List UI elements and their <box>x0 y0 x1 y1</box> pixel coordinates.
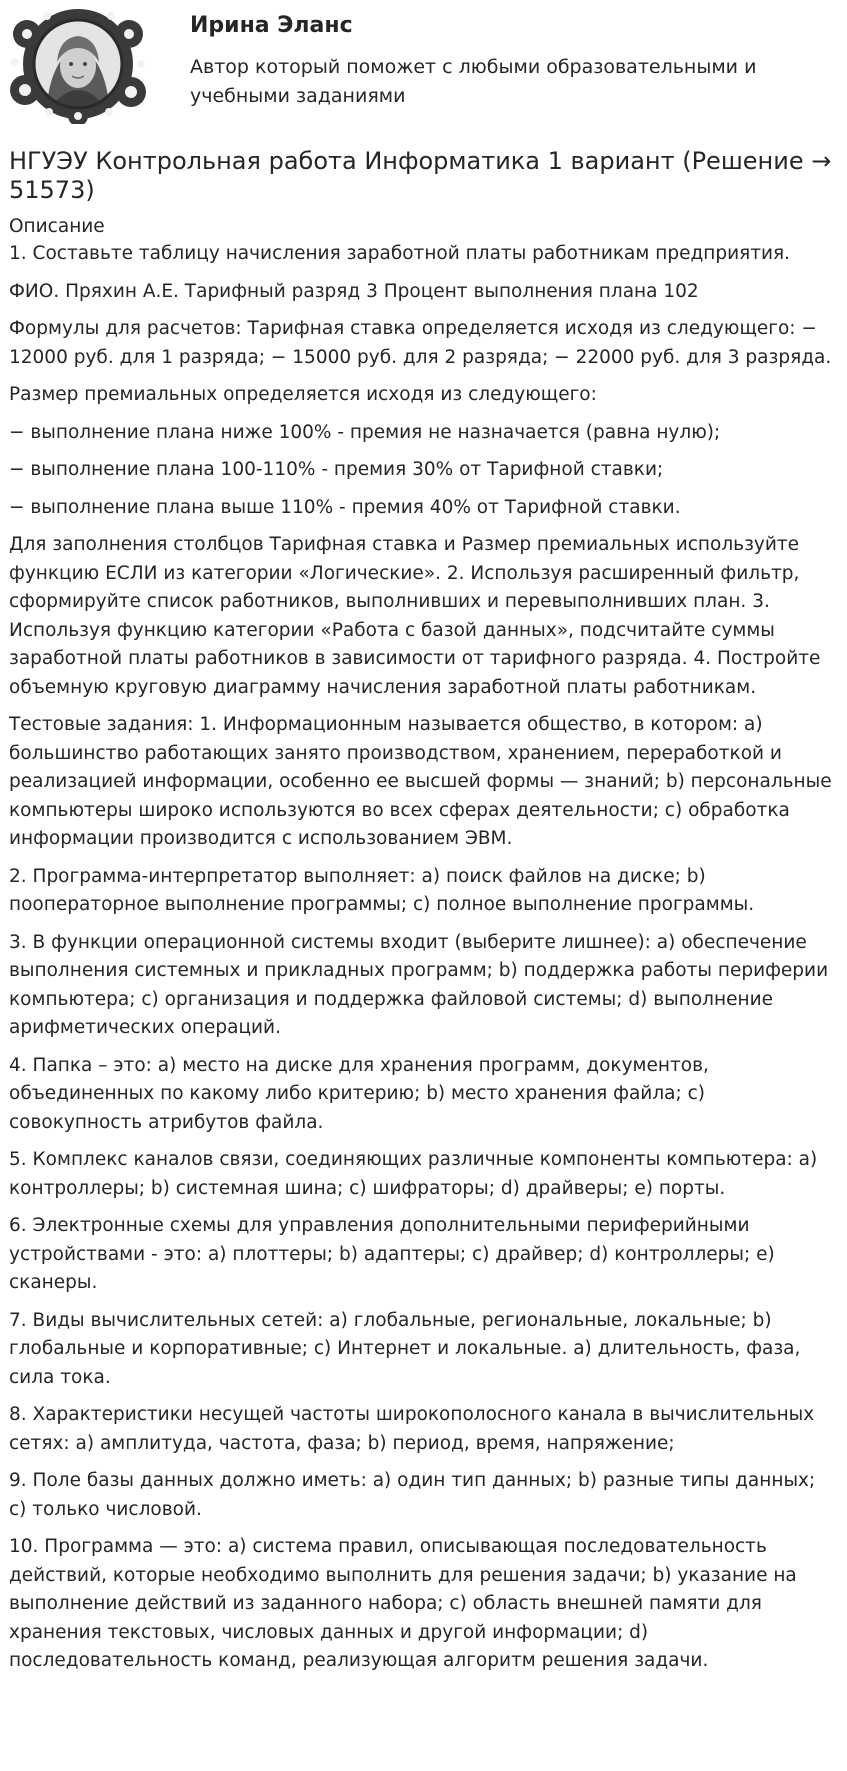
author-card <box>9 0 838 128</box>
paragraph: − выполнение плана выше 110% - премия 40% от Тарифной ставки. <box>9 496 681 518</box>
paragraph: 2. Программа-интерпретатор выполняет: a) поиск файлов на диске; b) пооператорное выполнение программы; c) полное выполнение программы. <box>9 865 755 915</box>
paragraph: 7. Виды вычислительных сетей: a) глобальные, региональные, локальные; b) глобальные и корпоративные; c) Интернет и локальные. a) длительность, фаза, сила тока. <box>9 1309 801 1388</box>
author-avatar[interactable] <box>7 4 149 124</box>
paragraph: 1. Составьте таблицу начисления заработной платы работникам предприятия. <box>9 243 791 264</box>
paragraph: Для заполнения столбцов Тарифная ставка и Размер премиальных используйте функцию ЕСЛИ из категории «Логические». 2. Используя расширенный фильтр, сформируйте список работников, выполнивших и перевыполнивших план. 3. Используя функцию категории «Работа с базой данных», подсчитайте суммы заработной платы работников в зависимости от тарифного разряда. 4. Постройте объемную круговую диаграмму начисления заработной платы работникам. <box>9 534 821 698</box>
description-label: Описание <box>9 216 105 237</box>
paragraph: 4. Папка – это: a) место на диске для хранения программ, документов, объединенных по какому либо критерию; b) место хранения файла; c) совокупность атрибутов файла. <box>9 1054 709 1133</box>
paragraph: Формулы для расчетов: Тарифная ставка определяется исходя из следующего: − 12000 руб. для 1 разряда; − 15000 руб. для 2 разряда; − 22000 руб. для 3 разряда. <box>9 318 832 368</box>
work-title: НГУЭУ Контрольная работа Информатика 1 вариант (Решение → 51573) <box>9 147 832 204</box>
paragraph: 8. Характеристики несущей частоты широкополосного канала в вычислительных сетях: a) амплитуда, частота, фаза; b) период, время, напряжение; <box>9 1404 815 1454</box>
paragraph: 5. Комплекс каналов связи, соединяющих различные компоненты компьютера: a) контроллеры; b) системная шина; c) шифраторы; d) драйверы; e) порты. <box>9 1149 818 1199</box>
paragraph: − выполнение плана ниже 100% - премия не назначается (равна нулю); <box>9 421 721 443</box>
paragraph: − выполнение плана 100-110% - премия 30% от Тарифной ставки; <box>9 459 664 480</box>
author-info <box>190 4 838 111</box>
paragraph: 9. Поле базы данных должно иметь: a) один тип данных; b) разные типы данных; c) только числовой. <box>9 1470 816 1520</box>
paragraph: 6. Электронные схемы для управления дополнительными периферийными устройствами - это: a) плоттеры; b) адаптеры; c) драйвер; d) контроллеры; e) сканеры. <box>9 1215 775 1293</box>
author-name[interactable]: Ирина Эланс <box>190 13 353 38</box>
paragraph: ФИО. Пряхин А.Е. Тарифный разряд 3 Процент выполнения плана 102 <box>9 280 699 302</box>
paragraph: Тестовые задания: 1. Информационным называется общество, в котором: a) большинство работающих занято производством, хранением, переработкой и реализацией информации, особенно ее высшей формы — знаний; b) персональные компьютеры широко используются во всех сферах деятельности; c) обработка информации производится с использованием ЭВМ. <box>9 714 832 849</box>
paragraph: 3. В функции операционной системы входит (выберите лишнее): a) обеспечение выполнения системных и прикладных программ; b) поддержка работы периферии компьютера; c) организация и поддержка файловой системы; d) выполнение арифметических операций. <box>9 931 829 1038</box>
author-description: Автор который поможет с любыми образовательными и учебными заданиями <box>190 56 757 107</box>
paragraph: 10. Программа — это: a) система правил, описывающая последовательность действий, которые необходимо выполнить для решения задачи; b) указание на выполнение действий из заданного набора; c) область внешней памяти для хранения текстовых, числовых данных и другой информации; d) последовательность команд, реализующая алгоритм решения задачи. <box>9 1536 797 1671</box>
description-content <box>9 240 838 1676</box>
paragraph: Размер премиальных определяется исходя из следующего: <box>9 384 597 405</box>
